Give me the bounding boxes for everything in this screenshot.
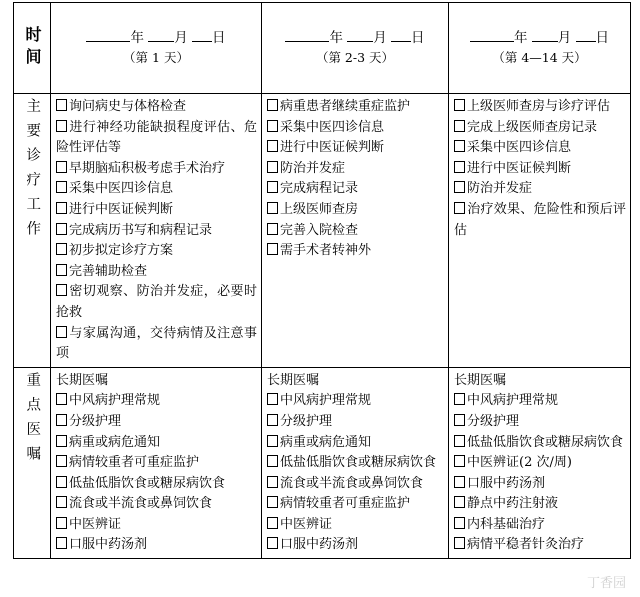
checklist-item-text: 病重患者继续重症监护 <box>280 99 411 114</box>
checklist-item <box>56 412 257 433</box>
checklist-item <box>56 535 257 556</box>
checklist-item-text: 防治并发症 <box>280 160 346 176</box>
checkbox-icon[interactable] <box>454 120 465 132</box>
diagnosis-cell-3 <box>449 94 631 368</box>
date-blank <box>86 29 130 42</box>
checklist-item <box>267 515 444 536</box>
checklist-item-text: 完成病程记录 <box>280 181 359 197</box>
checklist-item-text: 上级医师查房与诊疗评估 <box>467 99 611 114</box>
orders-label-cell <box>14 367 51 558</box>
checklist-item <box>454 138 626 159</box>
checklist-item <box>56 433 257 454</box>
checkbox-icon[interactable] <box>267 393 278 405</box>
checkbox-icon[interactable] <box>454 140 465 152</box>
checklist-item-text: 病情平稳者针灸治疗 <box>467 537 585 553</box>
checklist-item-text: 与家属沟通，交待病情及注意事项 <box>56 325 257 362</box>
date-line: 年 月 日 <box>262 28 448 48</box>
checklist-item <box>267 159 444 180</box>
checklist-item <box>454 535 626 556</box>
checklist-item-text: 完成病历书写和病程记录 <box>69 222 213 238</box>
checklist-item-text: 进行中医证候判断 <box>69 201 174 217</box>
checkbox-icon[interactable] <box>267 99 278 111</box>
checklist-item-text: 密切观察、防治并发症，必要时抢救 <box>56 284 257 320</box>
checkbox-icon[interactable] <box>56 496 67 508</box>
checkbox-icon[interactable] <box>56 284 67 296</box>
checkbox-icon[interactable] <box>267 161 278 173</box>
checklist-item <box>267 494 444 515</box>
checklist-item-text: 进行中医证候判断 <box>280 140 385 156</box>
checklist-item-text: 病重或病危通知 <box>280 434 372 450</box>
checkbox-icon[interactable] <box>454 202 465 214</box>
checklist-item <box>267 179 444 200</box>
checklist-item-text: 中医辨证 <box>280 516 333 532</box>
checklist-item-text: 中医辨证 <box>69 516 122 532</box>
orders-cell-2 <box>262 367 449 558</box>
checklist-item <box>454 412 626 433</box>
checkbox-icon[interactable] <box>56 223 67 235</box>
date-blank <box>285 29 329 42</box>
checklist-item-text: 口服中药汤剂 <box>467 475 546 491</box>
checkbox-icon[interactable] <box>267 435 278 447</box>
checklist-item <box>56 241 257 262</box>
orders-cell-3 <box>449 367 631 558</box>
checkbox-icon[interactable] <box>267 476 278 488</box>
date-blank <box>192 29 212 42</box>
orders-subtitle: 长期医嘱 <box>56 372 109 388</box>
checklist-item-text: 中风病护理常规 <box>467 393 559 409</box>
date-blank <box>470 29 514 42</box>
day-range-label: （第 1 天） <box>123 50 189 65</box>
checklist-item <box>56 159 257 180</box>
checklist-item <box>56 282 257 323</box>
checkbox-icon[interactable] <box>267 517 278 529</box>
diagnosis-row-label: 主要诊疗工作 <box>24 98 41 245</box>
checklist-item-text: 病情较重者可重症监护 <box>280 496 411 512</box>
checkbox-icon[interactable] <box>56 414 67 426</box>
checkbox-icon[interactable] <box>56 264 67 276</box>
checklist-item-text: 完善辅助检查 <box>69 263 148 279</box>
time-label: 时间 <box>23 26 42 70</box>
checkbox-icon[interactable] <box>267 202 278 214</box>
checklist-item-text: 中医辨证(2 次/周) <box>467 455 572 471</box>
checklist-item <box>56 200 257 221</box>
diagnosis-cell-1 <box>51 94 262 368</box>
orders-cell-1 <box>51 367 262 558</box>
checklist-item <box>267 97 444 118</box>
checkbox-icon[interactable] <box>454 161 465 173</box>
checkbox-icon[interactable] <box>267 496 278 508</box>
checklist-item-text: 低盐低脂饮食或糖尿病饮食 <box>69 475 226 491</box>
orders-subtitle: 长期医嘱 <box>267 372 320 388</box>
checklist-item <box>267 453 444 474</box>
checklist-item <box>56 474 257 495</box>
checklist-item <box>454 159 626 180</box>
checkbox-icon[interactable] <box>454 414 465 426</box>
checkbox-icon[interactable] <box>454 496 465 508</box>
checklist-item-text: 病情较重者可重症监护 <box>69 455 200 471</box>
checklist-item-text: 防治并发症 <box>467 181 533 197</box>
checklist-item <box>454 391 626 412</box>
checkbox-icon[interactable] <box>267 181 278 193</box>
checklist <box>449 94 630 243</box>
orders-subtitle: 长期医嘱 <box>454 372 507 388</box>
checkbox-icon[interactable] <box>267 455 278 467</box>
checkbox-icon[interactable] <box>454 537 465 549</box>
date-blank <box>576 29 596 42</box>
checklist-item <box>267 138 444 159</box>
checklist-item <box>56 179 257 200</box>
checklist-item-text: 上级医师查房 <box>280 201 359 217</box>
checkbox-icon[interactable] <box>454 393 465 405</box>
diagnosis-row <box>14 94 631 368</box>
checklist-item-text: 治疗效果、危险性和预后评估 <box>454 201 626 238</box>
checklist-item <box>56 97 257 118</box>
checklist-item-text: 流食或半流食或鼻饲饮食 <box>69 496 213 512</box>
watermark-logo: 丁香园 <box>586 576 626 591</box>
checkbox-icon[interactable] <box>454 476 465 488</box>
clinical-pathway-table <box>13 2 631 559</box>
checklist <box>262 94 448 264</box>
checkbox-icon[interactable] <box>454 99 465 111</box>
checkbox-icon[interactable] <box>267 414 278 426</box>
checkbox-icon[interactable] <box>56 326 67 338</box>
checklist-item <box>454 433 626 454</box>
checklist-item <box>267 200 444 221</box>
date-blank <box>532 29 558 42</box>
checklist-item-text: 采集中医四诊信息 <box>280 119 385 135</box>
checklist-item-text: 低盐低脂饮食或糖尿病饮食 <box>280 455 437 471</box>
checklist-item <box>267 412 444 433</box>
checkbox-icon[interactable] <box>454 455 465 467</box>
orders-row-label: 重点医嘱 <box>24 371 41 470</box>
date-line: 年 月 日 <box>449 28 630 48</box>
day-column-header-1 <box>51 3 262 94</box>
checklist-item-text: 完成上级医师查房记录 <box>467 119 598 135</box>
checkbox-icon[interactable] <box>56 435 67 447</box>
checklist-item-text: 初步拟定诊疗方案 <box>69 243 174 259</box>
checklist-item <box>454 97 626 118</box>
checklist-item-text: 口服中药汤剂 <box>280 537 359 553</box>
orders-row <box>14 367 631 558</box>
checkbox-icon[interactable] <box>56 517 67 529</box>
checkbox-icon[interactable] <box>56 120 67 132</box>
checkbox-icon[interactable] <box>56 455 67 467</box>
checklist-item-text: 低盐低脂饮食或糖尿病饮食 <box>467 434 624 450</box>
checkbox-icon[interactable] <box>454 435 465 447</box>
checklist-item-text: 内科基础治疗 <box>467 516 546 532</box>
checklist-item <box>267 118 444 139</box>
diagnosis-label-cell <box>14 94 51 368</box>
checklist-item <box>267 535 444 556</box>
checklist-item-text: 进行神经功能缺损程度评估、危险性评估等 <box>56 119 257 156</box>
checklist-item-text: 流食或半流食或鼻饲饮食 <box>280 475 424 491</box>
checkbox-icon[interactable] <box>267 140 278 152</box>
checkbox-icon[interactable] <box>56 476 67 488</box>
day-range-label: （第 2-3 天） <box>315 50 395 65</box>
checkbox-icon[interactable] <box>454 181 465 193</box>
checkbox-icon[interactable] <box>56 243 67 255</box>
checklist-item <box>454 179 626 200</box>
checklist-item <box>56 494 257 515</box>
checklist-item <box>267 221 444 242</box>
checklist-item-text: 病重或病危通知 <box>69 434 161 450</box>
day-column-header-2 <box>262 3 449 94</box>
checklist-item <box>267 433 444 454</box>
order-checklist <box>51 368 261 558</box>
order-checklist <box>262 368 448 558</box>
checkbox-icon[interactable] <box>267 537 278 549</box>
checkbox-icon[interactable] <box>56 202 67 214</box>
checkbox-icon[interactable] <box>56 537 67 549</box>
checkbox-icon[interactable] <box>56 99 67 111</box>
checkbox-icon[interactable] <box>56 393 67 405</box>
checklist-item-text: 分级护理 <box>69 413 122 429</box>
date-line: 年 月 日 <box>51 28 261 48</box>
checklist-item <box>56 515 257 536</box>
checkbox-icon[interactable] <box>267 223 278 235</box>
order-checklist <box>449 368 630 558</box>
checklist-item-text: 采集中医四诊信息 <box>69 181 174 197</box>
checklist-item <box>454 494 626 515</box>
day-column-header-3 <box>449 3 631 94</box>
checklist-item <box>454 515 626 536</box>
checklist-item <box>56 453 257 474</box>
checklist-item-text: 需手术者转神外 <box>280 243 372 259</box>
checklist-item <box>56 221 257 242</box>
checklist-item <box>454 453 626 474</box>
checklist-item <box>56 262 257 283</box>
checklist-item-text: 静点中药注射液 <box>467 496 559 512</box>
checklist-item-text: 口服中药汤剂 <box>69 537 148 553</box>
checklist-item <box>56 324 257 365</box>
checklist-item <box>454 200 626 241</box>
date-blank <box>347 29 373 42</box>
diagnosis-cell-2 <box>262 94 449 368</box>
checklist-item-text: 进行中医证候判断 <box>467 160 572 176</box>
checkbox-icon[interactable] <box>454 517 465 529</box>
checklist <box>51 94 261 367</box>
checklist-item <box>56 118 257 159</box>
checklist-item <box>454 118 626 139</box>
checkbox-icon[interactable] <box>267 243 278 255</box>
checklist-item-text: 分级护理 <box>280 413 333 429</box>
checklist-item-text: 中风病护理常规 <box>280 393 372 409</box>
checkbox-icon[interactable] <box>267 120 278 132</box>
checkbox-icon[interactable] <box>56 161 67 173</box>
checklist-item-text: 采集中医四诊信息 <box>467 140 572 156</box>
time-header-cell <box>14 3 51 94</box>
date-blank <box>148 29 174 42</box>
header-row <box>14 3 631 94</box>
checklist-item-text: 完善入院检查 <box>280 222 359 238</box>
checklist-item-text: 分级护理 <box>467 413 520 429</box>
checklist-item-text: 询问病史与体格检查 <box>69 99 187 114</box>
day-range-label: （第 4—14 天） <box>492 50 587 65</box>
checklist-item <box>56 391 257 412</box>
checklist-item-text: 早期脑疝积极考虑手术治疗 <box>69 160 226 176</box>
checklist-item <box>267 391 444 412</box>
date-blank <box>391 29 411 42</box>
checkbox-icon[interactable] <box>56 181 67 193</box>
checklist-item-text: 中风病护理常规 <box>69 393 161 409</box>
checklist-item <box>454 474 626 495</box>
checklist-item <box>267 241 444 262</box>
checklist-item <box>267 474 444 495</box>
